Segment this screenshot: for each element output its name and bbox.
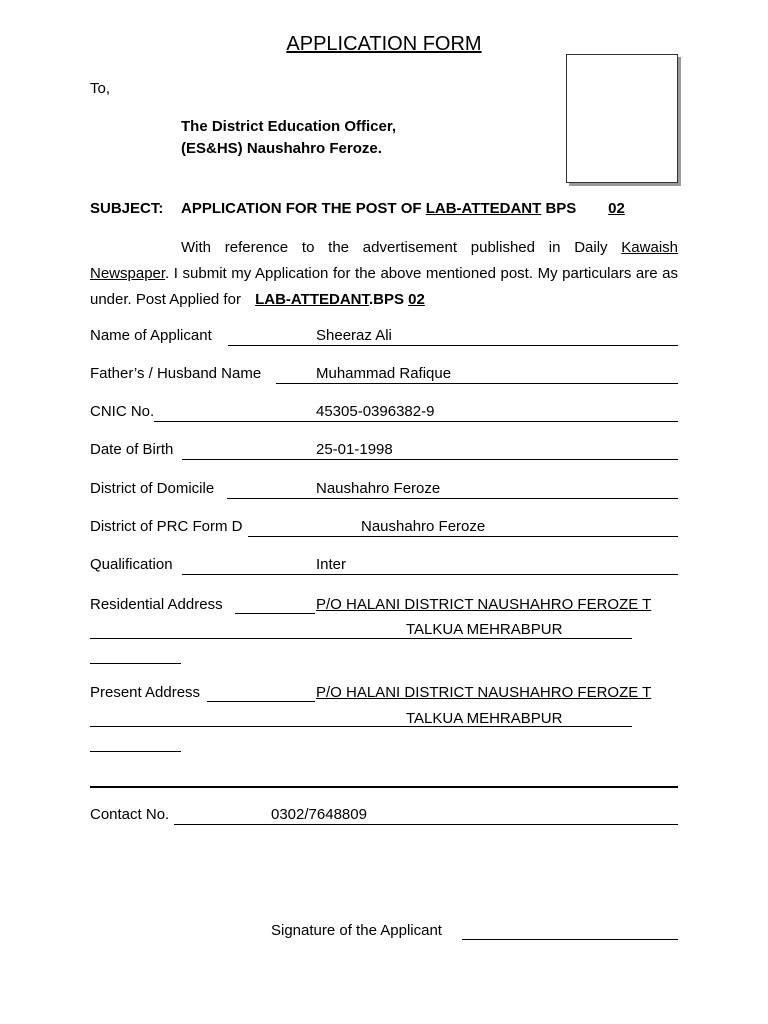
photo-box <box>566 54 678 183</box>
field-name-label: Name of Applicant <box>90 327 212 344</box>
field-prc-label: District of PRC Form D <box>90 518 243 535</box>
field-contact-value: 0302/7648809 <box>271 806 367 823</box>
field-present-label: Present Address <box>90 684 201 701</box>
subject-bps-label: BPS <box>541 200 581 217</box>
signature-label: Signature of the Applicant <box>271 922 442 939</box>
field-dob-label: Date of Birth <box>90 441 174 458</box>
field-father-value: Muhammad Rafique <box>316 365 452 382</box>
field-contact-label: Contact No. <box>90 806 170 823</box>
intro-post: LAB-ATTEDANT <box>255 291 369 308</box>
field-qualification-line <box>182 574 678 575</box>
separator-line <box>90 786 678 788</box>
intro-bps-label: .BPS <box>368 291 409 308</box>
field-present-line-lead <box>207 701 315 702</box>
field-contact-line <box>174 824 678 825</box>
signature-line <box>462 939 678 940</box>
addressee-line2: (ES&HS) Naushahro Feroze. <box>181 140 382 157</box>
field-domicile-label: District of Domicile <box>90 480 215 497</box>
field-residential-line-lead <box>235 613 315 614</box>
field-dob <box>90 440 678 462</box>
field-dob-value: 25-01-1998 <box>316 441 393 458</box>
field-cnic-value: 45305-0396382-9 <box>316 403 435 420</box>
subject-label: SUBJECT: <box>90 200 164 217</box>
field-qualification-label: Qualification <box>90 556 173 573</box>
field-present-value-line1: P/O HALANI DISTRICT NAUSHAHRO FEROZE T <box>316 684 652 701</box>
intro-newspaper: Kawaish Newspaper <box>90 239 678 282</box>
field-qualification-value: Inter <box>316 556 347 573</box>
field-cnic-label: CNIC No. <box>90 403 155 420</box>
subject-bps-value: 02 <box>608 200 625 217</box>
field-dob-line <box>182 459 678 460</box>
intro-bps-value: 02 <box>408 291 425 308</box>
field-residential-label: Residential Address <box>90 596 223 613</box>
field-prc-value: Naushahro Feroze <box>361 518 486 535</box>
field-domicile-value: Naushahro Feroze <box>316 480 441 497</box>
field-present-value-line2: TALKUA MEHRABPUR <box>406 710 563 727</box>
field-residential-line3 <box>90 663 181 664</box>
field-qualification <box>90 555 678 577</box>
addressee-line1: The District Education Officer, <box>181 118 397 135</box>
salutation: To, <box>90 80 111 97</box>
field-domicile <box>90 479 678 501</box>
field-prc-line <box>248 536 678 537</box>
subject-line <box>181 200 652 217</box>
intro-part2: . I submit my Application for the above mentioned post. My particulars are as under. Post Applied for <box>90 265 678 308</box>
form-title: APPLICATION FORM <box>286 33 482 55</box>
field-name-line <box>228 345 678 346</box>
intro-paragraph <box>90 235 678 313</box>
field-cnic <box>90 402 678 424</box>
field-father-line <box>276 383 678 384</box>
field-domicile-line <box>227 498 678 499</box>
field-name-value: Sheeraz Ali <box>316 327 392 344</box>
field-father-label: Father’s / Husband Name <box>90 365 262 382</box>
field-residential-value-line1: P/O HALANI DISTRICT NAUSHAHRO FEROZE T <box>316 596 652 613</box>
field-present-line3 <box>90 751 181 752</box>
subject-text: APPLICATION FOR THE POST OF <box>181 200 426 217</box>
field-father <box>90 364 678 386</box>
field-prc <box>90 517 678 539</box>
intro-part1: With reference to the advertisement published in Daily <box>181 239 622 256</box>
field-contact <box>90 805 678 827</box>
field-name <box>90 326 678 348</box>
field-residential-line2 <box>90 638 632 639</box>
field-cnic-line <box>154 421 678 422</box>
field-residential-value-line2: TALKUA MEHRABPUR <box>406 621 563 638</box>
subject-post: LAB-ATTEDANT <box>425 200 542 217</box>
